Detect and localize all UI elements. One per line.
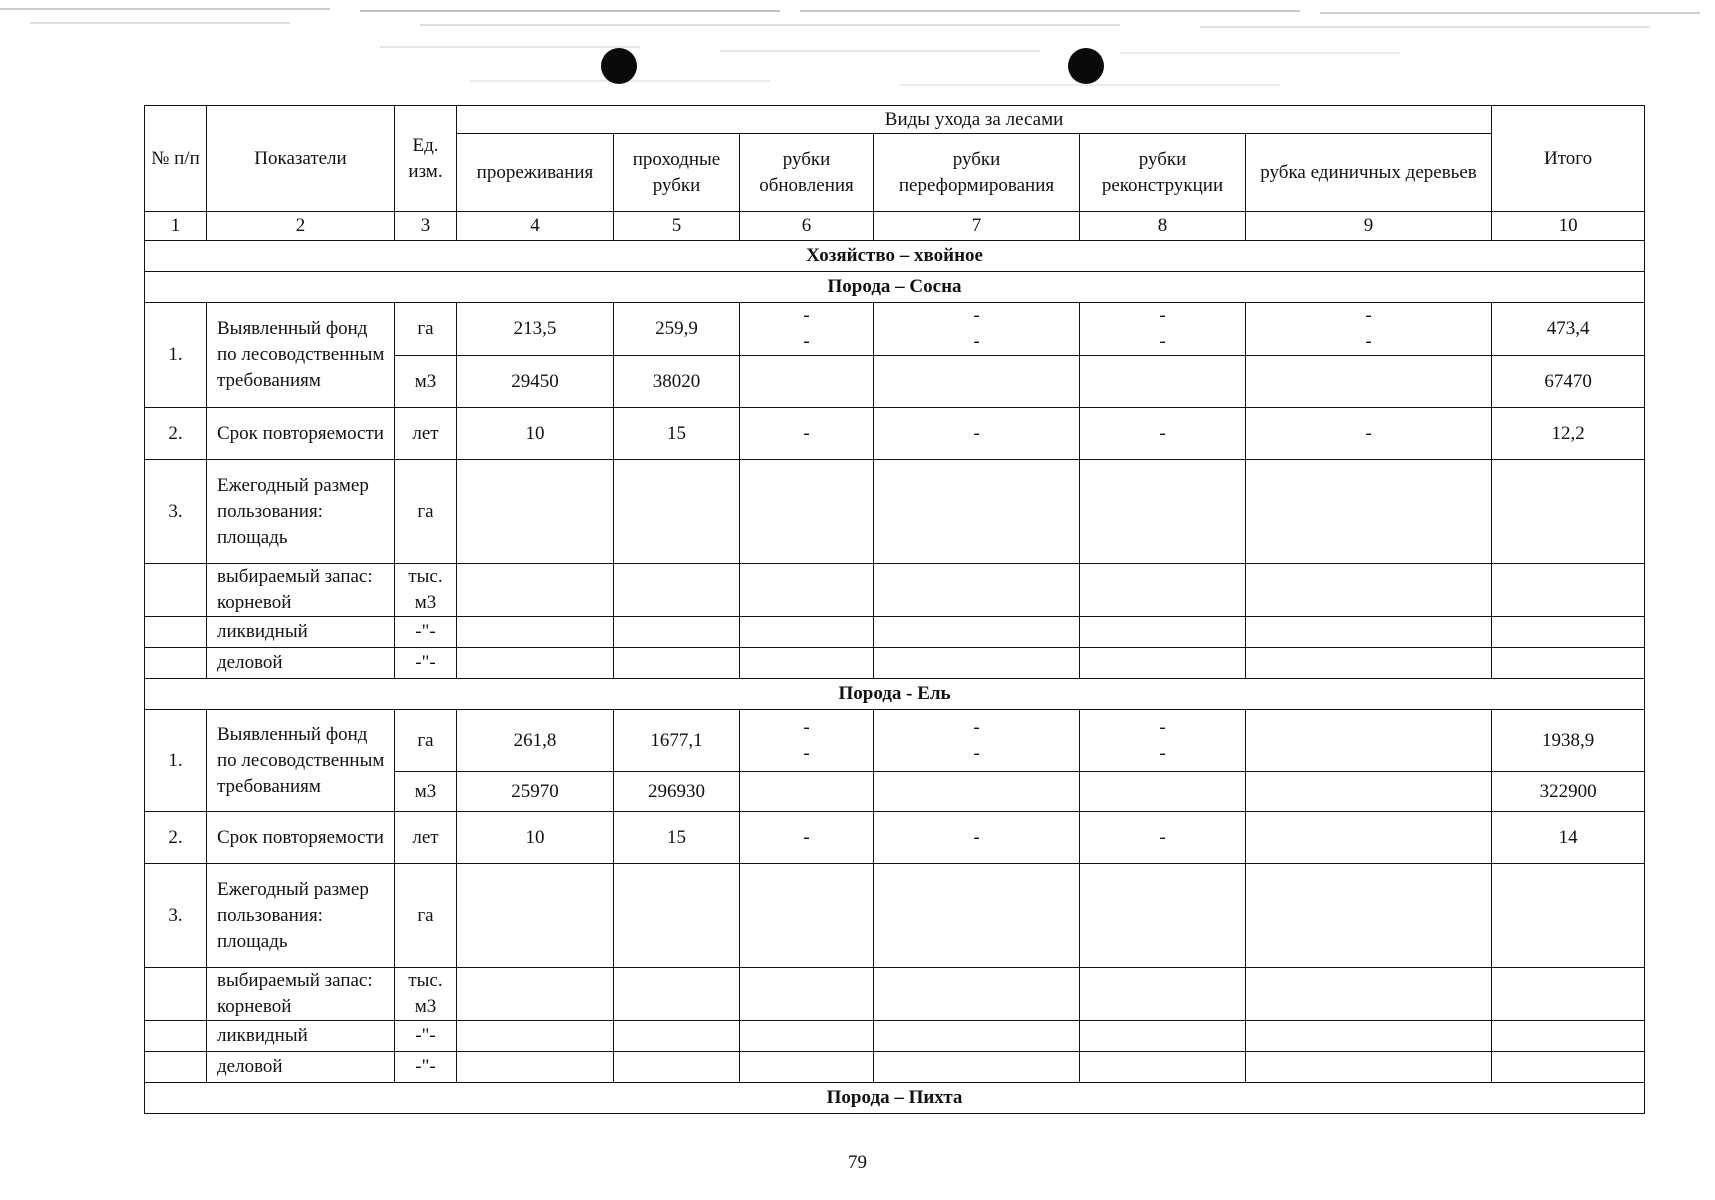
unit-cell: тыс. м3 — [395, 564, 457, 617]
col-index: 1 — [145, 212, 207, 241]
value-cell: 296930 — [614, 772, 740, 812]
col-index: 4 — [457, 212, 614, 241]
total-cell: 12,2 — [1492, 408, 1645, 460]
col-group-header: Виды ухода за лесами — [457, 106, 1492, 134]
total-cell: 322900 — [1492, 772, 1645, 812]
row-number: 1. — [145, 303, 207, 408]
value-cell — [1246, 356, 1492, 408]
unit-cell: -"- — [395, 1021, 457, 1052]
value-cell: 15 — [614, 812, 740, 864]
row-label: Ежегодный размер пользования: площадь — [207, 460, 395, 564]
value-cell: 38020 — [614, 356, 740, 408]
value-cell — [1080, 356, 1246, 408]
value-cell — [1246, 772, 1492, 812]
binder-hole-right — [1068, 48, 1104, 84]
unit-cell: тыс. м3 — [395, 968, 457, 1021]
value-cell: 10 — [457, 812, 614, 864]
value-cell: - — [740, 812, 874, 864]
value-cell: - — [874, 408, 1080, 460]
value-cell: - — [1080, 812, 1246, 864]
total-cell: 1938,9 — [1492, 710, 1645, 772]
value-cell: 261,8 — [457, 710, 614, 772]
col-kind-header: рубка единичных деревьев — [1246, 134, 1492, 212]
unit-cell: -"- — [395, 617, 457, 648]
col-index: 8 — [1080, 212, 1246, 241]
col-index: 9 — [1246, 212, 1492, 241]
value-cell: 29450 — [457, 356, 614, 408]
value-cell: - - — [1080, 303, 1246, 356]
row-label: Срок повторяемости — [207, 408, 395, 460]
col-index: 5 — [614, 212, 740, 241]
unit-cell: м3 — [395, 772, 457, 812]
forest-care-table — [144, 105, 1645, 1114]
row-number: 1. — [145, 710, 207, 812]
col-kind-header: рубки переформирования — [874, 134, 1080, 212]
unit-cell: лет — [395, 408, 457, 460]
value-cell: - — [740, 408, 874, 460]
unit-cell: лет — [395, 812, 457, 864]
col-index: 3 — [395, 212, 457, 241]
value-cell: - — [1080, 408, 1246, 460]
col-index: 7 — [874, 212, 1080, 241]
value-cell: 259,9 — [614, 303, 740, 356]
unit-cell: м3 — [395, 356, 457, 408]
value-cell — [1080, 772, 1246, 812]
value-cell: - - — [740, 710, 874, 772]
value-cell: - — [874, 812, 1080, 864]
page-number: 79 — [848, 1152, 867, 1173]
col-kind-header: рубки обновления — [740, 134, 874, 212]
unit-cell: га — [395, 710, 457, 772]
total-cell: 473,4 — [1492, 303, 1645, 356]
value-cell: 213,5 — [457, 303, 614, 356]
row-label: Выявленный фонд по лесоводственным требованиям — [207, 303, 395, 408]
value-cell: - - — [740, 303, 874, 356]
value-cell: 25970 — [457, 772, 614, 812]
col-kind-header: рубки реконструкции — [1080, 134, 1246, 212]
unit-cell: га — [395, 864, 457, 968]
row-number: 3. — [145, 864, 207, 968]
col-unit-header: Ед. изм. — [395, 106, 457, 212]
binder-hole-left — [601, 48, 637, 84]
unit-cell: -"- — [395, 648, 457, 679]
value-cell — [740, 772, 874, 812]
value-cell — [740, 356, 874, 408]
row-label: ликвидный — [207, 1021, 395, 1052]
col-indicator-header: Показатели — [207, 106, 395, 212]
total-cell: 14 — [1492, 812, 1645, 864]
col-number-header: № п/п — [145, 106, 207, 212]
value-cell: - - — [874, 303, 1080, 356]
value-cell: 15 — [614, 408, 740, 460]
section-heading: Порода – Сосна — [145, 272, 1645, 303]
col-index: 6 — [740, 212, 874, 241]
row-label: Срок повторяемости — [207, 812, 395, 864]
row-label: Выявленный фонд по лесоводственным требованиям — [207, 710, 395, 812]
col-index: 10 — [1492, 212, 1645, 241]
value-cell — [874, 356, 1080, 408]
farm-heading: Хозяйство – хвойное — [145, 241, 1645, 272]
unit-cell: га — [395, 460, 457, 564]
col-kind-header: прореживания — [457, 134, 614, 212]
value-cell: - - — [874, 710, 1080, 772]
row-label: выбираемый запас: корневой — [207, 968, 395, 1021]
value-cell — [1246, 710, 1492, 772]
unit-cell: га — [395, 303, 457, 356]
row-label: деловой — [207, 1052, 395, 1083]
col-kind-header: проходные рубки — [614, 134, 740, 212]
row-label: выбираемый запас: корневой — [207, 564, 395, 617]
value-cell: - - — [1080, 710, 1246, 772]
row-number: 2. — [145, 812, 207, 864]
section-heading: Порода - Ель — [145, 679, 1645, 710]
section-heading-next: Порода – Пихта — [145, 1083, 1645, 1114]
value-cell: 1677,1 — [614, 710, 740, 772]
value-cell: 10 — [457, 408, 614, 460]
value-cell: - — [1246, 408, 1492, 460]
row-number: 2. — [145, 408, 207, 460]
row-number: 3. — [145, 460, 207, 564]
row-label: ликвидный — [207, 617, 395, 648]
unit-cell: -"- — [395, 1052, 457, 1083]
value-cell: - - — [1246, 303, 1492, 356]
row-label: Ежегодный размер пользования: площадь — [207, 864, 395, 968]
scan-noise — [0, 0, 1715, 110]
value-cell — [1246, 812, 1492, 864]
col-index: 2 — [207, 212, 395, 241]
col-total-header: Итого — [1492, 106, 1645, 212]
row-label: деловой — [207, 648, 395, 679]
value-cell — [874, 772, 1080, 812]
total-cell: 67470 — [1492, 356, 1645, 408]
